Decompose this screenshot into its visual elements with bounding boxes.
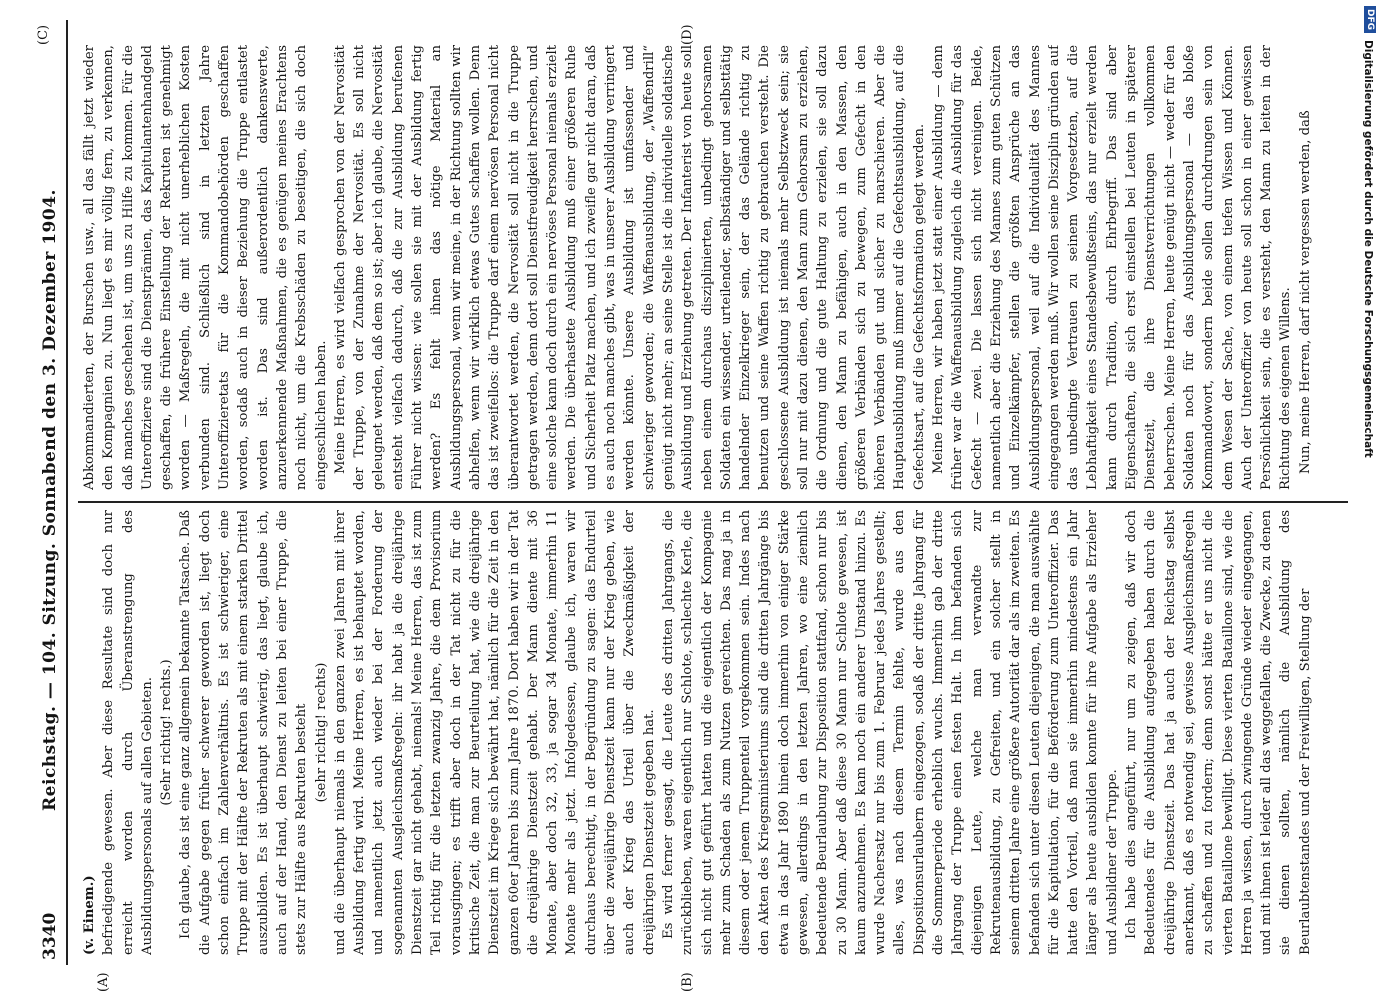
paragraph: Abkommandierten, der Burschen usw., all das fällt jetzt wieder den Kompagnien zu. Nun liegt es mir völlig fern, zu verkennen, daß manches geschehen ist, um uns zu Hilfe zu kommen. Für die Unteroffiziere sind die Dienstprämien, das Kapitulantenhandgeld geschaffen, die frühere Einstellung der Rekruten ist genehmigt worden — Maßregeln, die mit nicht unerheblichen Kosten verbunden sind. Schließlich sind in letzten Jahre Unteroffizieretats für die Kommandobehörden geschaffen worden, sodaß auch in dieser Beziehung die Truppe entlastet worden ist. Das sind außerordentlich dankenswerte, anzuerkennende Maßnahmen, die es genügen meines Erachtens noch nicht, um die Krebsschäden zu beseitigen, die sich doch eingeschlichen haben.	[82, 45, 329, 490]
column-divider	[78, 501, 1348, 503]
paragraph: Meine Herren, es wird vielfach gesprochen von der Nervosität der Truppe, von der Zunahme der Nervosität. Es soll nicht geleugnet werden, daß dem so ist; aber ich glaube, die Nervosität entsteht vielfach dadurch, daß die zur Ausbildung berufenen Führer nicht wissen: wie sollen sie mit der Ausbildung fertig werden? Es fehlt ihnen das nötige Material an Ausbildungspersonal, wenn wir meine, in der Richtung sollten wir abhelfen, wenn wir wirklich etwas Gutes schaffen wollen. Denn das ist zweifellos: die Truppe darf einem nervösen Personal nicht überantwortet werden, die Nervosität soll nicht in die Truppe getragen werden, denn dort soll Dienstfreudigkeit herrschen, und eine solche kann doch durch ein nervöses Personal niemals erzielt werden. Die überhastete Ausbildung muß einer größeren Ruhe und Sicherheit Platz machen, und ich zweifle gar nicht daran, daß es auch noch manches gibt, was in unserer Ausbildung verringert werden könnte. Unsere Ausbildung ist umfassender und schwieriger geworden; die Waffenausbildung, der „Waffendrill“ genügt nicht mehr; an seine Stelle ist die individuelle soldatische Ausbildung und Erziehung getreten. Der Infanterist von heute soll neben einem durchaus disziplinierten, unbedingt gehorsamen Soldaten ein wissender, urteilender, selbständiger und selbsttätig handelnder Einzelkrieger sein, der das Gelände richtig zu benutzen und seine Waffen richtig zu gebrauchen versteht. Die geschlossene Ausbildung ist niemals mehr Selbstzweck sein; sie soll nur mit dazu dienen, den Mann zum Gehorsam zu erziehen, die Ordnung und die gute Haltung zu erzielen, sie soll dazu dienen, den Mann zu befähigen, auch in den Massen, den größeren Verbänden sich zu bewegen, zum Gefecht in den höheren Verbänden gut und sicher zu marschieren. Aber die Hauptausbildung muß immer auf die Gefechtsausbildung, auf die Gefechtsart, auf die Gefechtsformation gelegt werden.	[332, 45, 927, 490]
left-column	[80, 510, 1350, 955]
margin-letter-a: (A)	[96, 972, 111, 992]
paragraph: Ich habe dies angeführt, nur um zu zeigen, daß wir doch Bedeutendes für die Ausbildung aufgegeben haben durch die dreijährige Dienstzeit. Das hat ja auch der Reichstag selbst anerkannt, daß es notwendig sei, gewisse Ausgleichsmaßregeln zu schaffen und zu fordern; denn sonst hätte er uns nicht die vierten Bataillone bewilligt. Diese vierten Bataillone sind, wie die Herren ja wissen, durch zwingende Gründe wieder eingegangen, und mit ihnen ist leider all das weggefallen, die Zwecke, zu denen sie dienen sollten, nämlich die Ausbildung des Beurlaubtenstandes und der Freiwilligen, Stellung der	[1124, 510, 1313, 955]
dfg-badge: DFG	[1364, 6, 1376, 33]
header-rule	[66, 20, 68, 965]
paragraph: Ich glaube, das ist eine ganz allgemein bekannte Tatsache. Daß die Aufgabe gegen früher schwerer geworden ist, liegt doch schon einfach im Zahlenverhältnis. Es ist schwieriger, eine Truppe mit der Hälfte der Rekruten als mit einem starken Drittel auszubilden. Es ist überhaupt schwierig, das liegt, glaube ich, auch auf der Hand, den Dienst zu leiten bei einer Truppe, die stets zur Hälfte aus Rekruten besteht	[178, 510, 310, 955]
paragraph: Nun, meine Herren, darf nicht vergessen werden, daß	[1297, 110, 1313, 474]
interjection: (Sehr richtig! rechts.)	[159, 659, 175, 806]
digitization-note: Digitalisierung gefördert durch die Deutsche Forschungsgemeinschaft	[1362, 40, 1374, 458]
page-header	[36, 30, 66, 970]
margin-letter-b: (B)	[680, 972, 695, 992]
margin-letter-d: (D)	[680, 24, 695, 45]
page-number: 3340	[40, 912, 60, 960]
paragraph: und die überhaupt niemals in den ganzen zwei Jahren mit ihrer Ausbildung fertig wird. Meine Herren, es ist behauptet worden, und namentlich jetzt auch wieder bei der Forderung der sogenannten Ausgleichsmaßregeln: ihr habt ja die dreijährige Dienstzeit gar nicht gehabt, niemals! Meine Herren, das ist zum Teil richtig für die letzten zwanzig Jahre, die dem Provisorium vorausgingen; es trifft aber doch in der Tat nicht zu für die kritische Zeit, die man zur Beurteilung hat, wie die dreijährige Dienstzeit im Kriege sich bewährt hat, nämlich für die Zeit in den ganzen 60er Jahren bis zum Jahre 1870. Dort haben wir in der Tat die dreijährige Dienstzeit gehabt. Der Mann diente mit 36 Monate, aber doch 32, 33, ja sogar 34 Monate, immerhin 11 Monate mehr als jetzt. Infolgedessen, glaube ich, waren wir durchaus berechtigt, in der Begründung zu sagen: das Endurteil über die zweijährige Dienstzeit kann nur der Krieg geben, wie auch der Krieg das Urteil über die Zweckmäßigkeit der dreijährigen Dienstzeit gegeben hat.	[332, 510, 657, 955]
paragraph: Meine Herren, wir haben jetzt statt einer Ausbildung — denn früher war die Waffenausbildung zugleich die Ausbildung für das Gefecht — zwei. Die lassen sich nicht vereinigen. Beide, namentlich aber die Erziehung des Mannes zum guten Schützen und Einzelkämpfer, stellen die größten Ansprüche an das Ausbildungspersonal, weil auf die Individualität des Mannes eingegangen werden muß. Wir wollen seine Disziplin gründen auf das unbedingte Vertrauen zu seinem Vorgesetzten, auf die Lebhaftigkeit eines Standesbewußtseins, das nur erzielt werden kann durch Tradition, durch Ehrbegriff. Das sind aber Eigenschaften, die sich erst einstellen bei Leuten in späterer Dienstzeit, die ihre Dienstverrichtungen vollkommen beherrschen. Meine Herren, heute genügt nicht — weder für den Soldaten noch für das Ausbildungspersonal — das bloße Kommandowort, sondern beide sollen durchdrungen sein von dem Wesen der Sache, von einem tiefen Wissen und Können. Auch der Unteroffizier von heute soll schon in einer gewissen Persönlichkeit sein, die es versteht, den Mann zu leiten in der Richtung des eigenen Willens.	[931, 45, 1294, 490]
interjection: (sehr richtig! rechts)	[313, 662, 329, 803]
margin-letter-c: (C)	[36, 24, 51, 45]
right-column	[80, 45, 1350, 490]
paragraph: Es wird ferner gesagt, die Leute des dritten Jahrgangs, die zurückblieben, waren eigentlich nur Schlote, schlechte Kerle, die sich nicht gut geführt hatten und die eigentlich der Kompagnie mehr zum Schaden als zum Nutzen gereichten. Das mag ja in diesem oder jenem Truppenteil vorgekommen sein. Indes nach den Akten des Kriegsministeriums sind die dritten Jahrgänge bis etwa in das Jahr 1890 hinein doch immerhin von einiger Stärke gewesen, allerdings in den letzten Jahren, wo eine ziemlich bedeutende Beurlaubung zur Disposition stattfand, schon nur bis zu 30 Mann. Aber daß diese 30 Mann nur Schlote gewesen, ist kaum anzunehmen. Es kam noch ein anderer Umstand hinzu. Es wurde Nachersatz nur bis zum 1. Februar jedes Jahres gestellt; alles, was nach diesem Termin fehlte, wurde aus den Dispositionsurlaubern eingezogen, sodaß der dritte Jahrgang für die Sommerperiode erheblich wuchs. Immerhin gab der dritte Jahrgang der Truppe einen festen Halt. In ihm befanden sich diejenigen Leute, welche man verwandte zur Rekrutenausbildung, zu Gefreiten, und ein solcher stellt in seinem dritten Jahre eine größere Autorität dar als im zweiten. Es befanden sich unter diesen Leuten diejenigen, die man auswählte für die Kapitulation, für die Beförderung zum Unteroffizier. Das hatte den Vorteil, daß man sie immerhin mindestens ein Jahr länger als heute ausbilden konnte für ihre Aufgabe als Erzieher und Ausbildner der Truppe.	[660, 510, 1120, 955]
paragraph: befriedigende gewesen. Aber diese Resultate sind doch nur erreicht worden durch Überanstrengung des Ausbildungspersonals auf allen Gebieten.	[101, 510, 155, 955]
page-title: Reichstag. — 104. Sitzung. Sonnabend den 3. Dezember 1904.	[40, 189, 60, 811]
digitization-strip	[1352, 0, 1382, 1000]
speaker-label: (v. Einem.)	[82, 875, 97, 955]
